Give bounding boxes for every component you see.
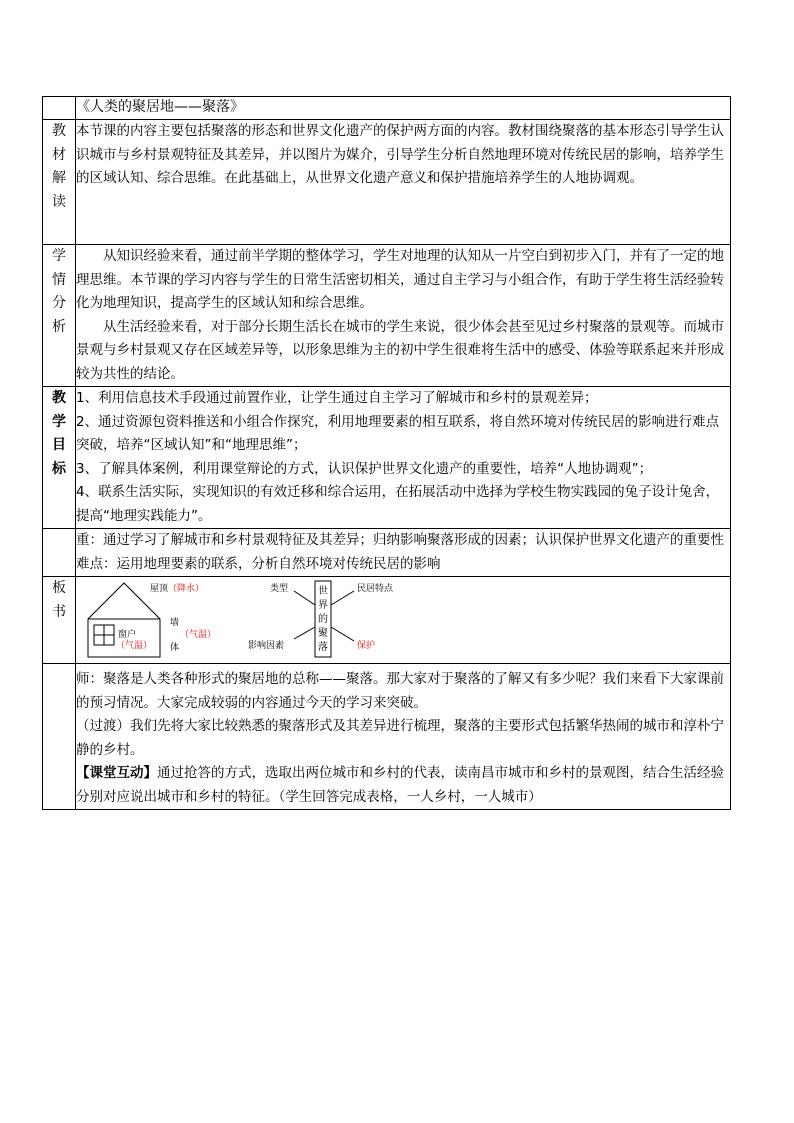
objective-item: 4、联系生活实际，实现知识的有效迁移和综合运用，在拓展活动中选择为学校生物实践园的兔子设计兔舍，提高“地理实践能力”。 [76,484,720,524]
label-char: 书 [52,603,66,620]
textbook-content [76,120,731,245]
branch-dwelling-features: 民居特点 [357,584,394,594]
label-char: 学 [52,248,66,264]
center-char: 的 [318,614,328,625]
label-char: 解 [52,170,66,186]
board-row [43,577,731,664]
label-char: 析 [52,318,66,335]
wall-label: 墙 [170,618,180,628]
branch-factors: 影响因素 [248,641,285,651]
process-row [43,664,731,810]
label-char: 板 [52,580,66,596]
process-label-cell [43,664,76,810]
branch-protection: 保护 [357,641,376,651]
textbook-text: 本节课的内容主要包括聚落的形态和世界文化遗产的保护两方面的内容。教材围绕聚落的基本形态引导学生认识城市与乡村景观特征及其差异，并以图片为媒介，引导学生分析自然地理环境对传统民居的影响，培养学生的区域认知、综合思维。在此基础上，从世界文化遗产意义和保护措施培养学生的人地协调观。 [76,123,724,186]
students-content [76,245,731,387]
keypoints-label-cell [43,529,76,577]
board-label [43,577,76,664]
interaction-paragraph [76,762,730,809]
keypoints-content [76,529,731,577]
label-char: 目 [52,437,66,453]
label-char: 学 [52,413,66,430]
objectives-content [76,387,731,529]
branch-line [331,591,354,605]
objective-item: 2、通过资源包资料推送和小组合作探究，利用地理要素的相互联系，将自然环境对传统民居的影响进行难点突破，培养“区域认知”和“地理思维”； [76,413,720,453]
students-row [43,245,731,387]
branch-type: 类型 [270,584,289,594]
label-char: 标 [52,460,66,477]
label-char: 情 [52,271,66,288]
process-content [76,664,731,810]
textbook-label [43,120,76,245]
objectives-label [43,387,76,529]
roof-label: 屋顶 [150,584,169,594]
students-paragraph: 从知识经验来看，通过前半学期的整体学习，学生对地理的认知从一片空白到初步入门，并有了一定的地理思维。本节课的学习内容与学生的日常生活密切相关，通过自主学习与小组合作，有助于学生将生活经验转化为地理知识，提高学生的区域认知和综合思维。 [76,248,724,311]
objectives-row [43,387,731,529]
window-note: （气温） [116,641,153,651]
label-char: 教 [52,390,66,406]
objective-item: 1、利用信息技术手段通过前置作业，让学生通过自主学习了解城市和乡村的景观差异； [76,390,598,406]
board-diagram-cell [76,577,731,664]
center-char: 界 [318,600,328,611]
center-char: 落 [318,642,328,653]
title-label-cell [43,97,76,120]
textbook-row [43,120,731,245]
label-char: 教 [52,123,66,139]
process-paragraph: 师：聚落是人类各种形式的聚居地的总称——聚落。那大家对于聚落的了解又有多少呢？我们来看下大家课前的预习情况。大家完成较弱的内容通过今天的学习来突破。 [76,671,724,711]
lesson-title: 《人类的聚居地——聚落》 [76,97,731,120]
students-label [43,245,76,387]
label-char: 分 [52,295,66,311]
wall-note: （气温） [180,630,217,640]
objective-item: 3、了解具体案例，利用课堂辩论的方式，认识保护世界文化遗产的重要性，培养“人地协调观”； [76,460,653,477]
branch-line [294,591,315,605]
roof-note: （降水） [168,584,205,594]
process-paragraph: （过渡）我们先将大家比较熟悉的聚落形式及其差异进行梳理，聚落的主要形式包括繁华热闹的城市和淳朴宁静的乡村。 [76,718,724,758]
center-char: 世 [318,586,328,597]
center-char: 聚 [318,628,328,639]
difficulty-point: 难点：运用地理要素的联系，分析自然环境对传统民居的影响 [76,555,441,572]
label-char: 读 [52,193,66,210]
key-point: 重：通过学习了解城市和乡村景观特征及其差异；归纳影响聚落形成的因素；认识保护世界文化遗产的重要性 [76,532,724,548]
branch-line [294,627,315,639]
students-paragraph: 从生活经验来看，对于部分长期生活长在城市的学生来说，很少体会甚至见过乡村聚落的景观等。而城市景观与乡村景观又存在区域差异等，以形象思维为主的初中学生很难将生活中的感受、体验等联系起来并形成较为共性的结论。 [76,318,724,382]
interaction-tag: 【课堂互动】 [76,765,157,781]
title-row [43,97,731,120]
window-label: 窗户 [118,630,137,640]
interaction-text: 通过抢答的方式，选取出两位城市和乡村的代表，读南昌市城市和乡村的景观图，结合生活经验分别对应说出城市和乡村的特征。（学生回答完成表格，一人乡村，一人城市） [76,765,724,805]
branch-line [331,627,354,641]
board-diagram [76,577,731,659]
lesson-plan-table [42,96,731,810]
wall-label: 体 [170,643,180,653]
label-char: 材 [52,146,66,163]
keypoints-row [43,529,731,577]
